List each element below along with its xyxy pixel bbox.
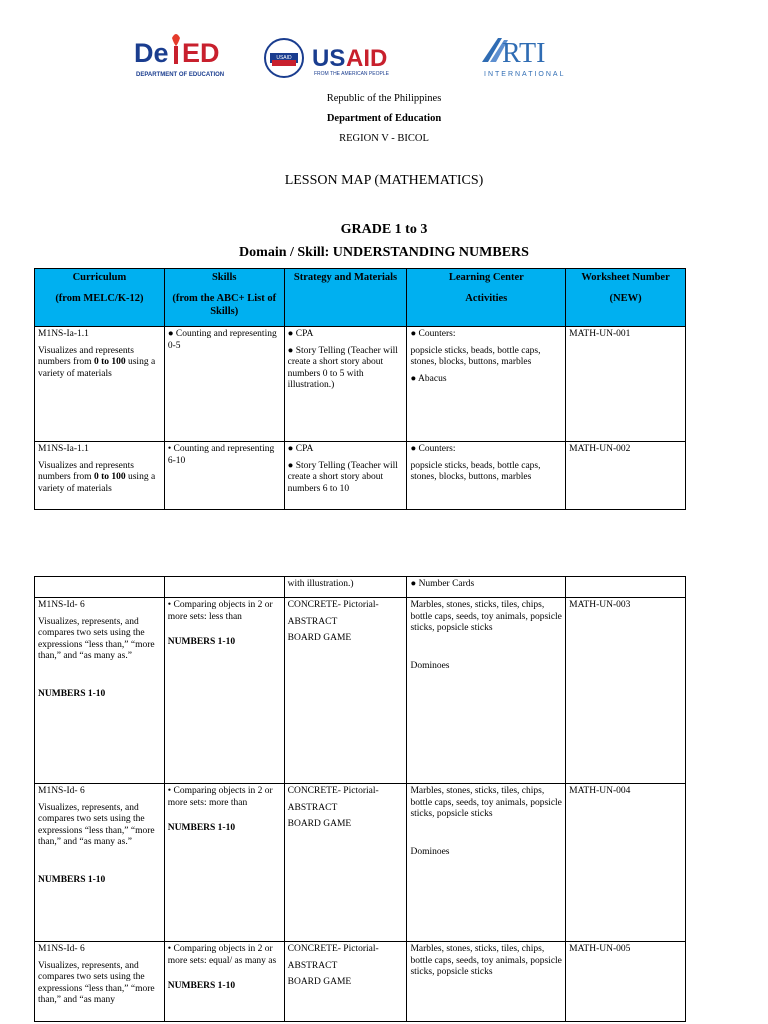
department-line: Department of Education (326, 113, 442, 124)
competency-desc: Visualizes, represents, and compares two sets using the expressions “less than,” “more than,” and “as many as.” (38, 616, 155, 661)
table-row (35, 598, 686, 784)
desc-part: Visualizes and represents numbers from (38, 460, 134, 482)
learning-text: ● Counters: (410, 444, 456, 454)
header-worksheet-sub: (NEW) (609, 293, 642, 304)
numbers-label: NUMBERS 1-10 (167, 637, 236, 647)
svg-text:ED: ED (182, 38, 220, 68)
curriculum-cell (35, 598, 165, 784)
worksheet-cell (566, 577, 686, 598)
header-skills (164, 269, 284, 327)
worksheet-cell: MATH-UN-004 (566, 784, 686, 942)
svg-text:DEPARTMENT OF EDUCATION: DEPARTMENT OF EDUCATION (136, 72, 225, 78)
skill-text: • Comparing objects in 2 or more sets: more than (167, 786, 273, 808)
skill-cell (164, 942, 284, 1022)
skill-text: • Comparing objects in 2 or more sets: less than (167, 600, 273, 622)
header-worksheet (566, 269, 686, 327)
usaid-logo (262, 38, 432, 78)
curriculum-cell (35, 784, 165, 942)
strategy-text: BOARD GAME (287, 977, 352, 987)
competency-code: M1NS-Id- 6 (38, 944, 85, 954)
learning-cell (407, 327, 566, 442)
learning-cell (407, 784, 566, 942)
deped-logo (132, 30, 236, 80)
learning-text: Marbles, stones, sticks, tiles, chips, bottle caps, seeds, toy animals, popsicle sticks, popsicle sticks (410, 600, 562, 633)
header-curriculum-sub: (from MELC/K-12) (55, 293, 144, 304)
curriculum-cell (35, 577, 165, 598)
strategy-text: ● Story Telling (Teacher will create a short story about numbers 6 to 10 (287, 460, 398, 494)
svg-text:US: US (312, 45, 346, 72)
skill-cell (164, 577, 284, 598)
strategy-text: BOARD GAME (287, 633, 352, 643)
lesson-table-page2 (34, 576, 686, 1022)
strategy-text: ABSTRACT (287, 802, 338, 813)
strategy-text: CONCRETE- Pictorial- (287, 944, 379, 954)
curriculum-cell (35, 942, 165, 1022)
learning-text: ● Counters: (410, 329, 456, 339)
worksheet-cell: MATH-UN-001 (566, 327, 686, 442)
header-worksheet-title: Worksheet Number (581, 272, 670, 283)
strategy-text: BOARD GAME (287, 819, 352, 829)
desc-part: using a variety of materials (38, 357, 156, 379)
strategy-text: ABSTRACT (287, 960, 338, 971)
strategy-text: ● CPA (287, 444, 314, 454)
header-skills-sub: (from the ABC+ List of Skills) (172, 293, 277, 317)
learning-text: Dominoes (410, 660, 450, 671)
svg-text:RTI: RTI (502, 38, 546, 69)
logo-row (0, 28, 768, 84)
learning-text: Dominoes (410, 846, 450, 857)
strategy-cell (284, 598, 407, 784)
numbers-label: NUMBERS 1-10 (167, 981, 236, 991)
header-strategy-title: Strategy and Materials (293, 272, 398, 283)
strategy-cell (284, 327, 407, 442)
skill-text: • Counting and representing 6-10 (167, 444, 275, 466)
numbers-label: NUMBERS 1-10 (167, 823, 236, 833)
desc-part: using a variety of materials (38, 472, 156, 494)
table-row (35, 942, 686, 1022)
strategy-text: ● CPA (287, 329, 314, 339)
header-learning-title: Learning Center (448, 272, 524, 283)
learning-text: Marbles, stones, sticks, tiles, chips, bottle caps, seeds, toy animals, popsicle sticks, popsicle sticks (410, 786, 562, 819)
republic-line: Republic of the Philippines (326, 93, 442, 104)
header-curriculum-title: Curriculum (72, 272, 127, 283)
skill-cell (164, 442, 284, 510)
desc-range: 0 to 100 (93, 357, 126, 367)
competency-desc: Visualizes, represents, and compares two sets using the expressions “less than,” “more than,” and “as many (38, 960, 155, 1005)
strategy-text: CONCRETE- Pictorial- (287, 786, 379, 796)
skill-cell (164, 784, 284, 942)
page-title: LESSON MAP (MATHEMATICS) (284, 173, 484, 188)
curriculum-cell (35, 442, 165, 510)
competency-desc: Visualizes, represents, and compares two sets using the expressions “less than,” “more than,” and “as many as.” (38, 802, 155, 847)
svg-text:USAID: USAID (276, 55, 292, 61)
strategy-cell (284, 784, 407, 942)
competency-code: M1NS-Ia-1.1 (38, 444, 89, 454)
svg-text:FROM THE AMERICAN PEOPLE: FROM THE AMERICAN PEOPLE (314, 71, 389, 77)
learning-cell: ● Number Cards (407, 577, 566, 598)
competency-code: M1NS-Id- 6 (38, 600, 85, 610)
desc-range: 0 to 100 (93, 472, 126, 482)
skill-cell (164, 598, 284, 784)
domain-line: Domain / Skill: UNDERSTANDING NUMBERS (239, 245, 529, 260)
header-curriculum (35, 269, 165, 327)
skill-text: • Comparing objects in 2 or more sets: equal/ as many as (167, 944, 277, 966)
competency-desc (38, 346, 161, 381)
svg-text:INTERNATIONAL: INTERNATIONAL (484, 71, 566, 78)
strategy-cell (284, 442, 407, 510)
competency-code: M1NS-Id- 6 (38, 786, 85, 796)
learning-text: popsicle sticks, beads, bottle caps, stones, blocks, buttons, marbles (410, 345, 541, 367)
strategy-cell: with illustration.) (284, 577, 407, 598)
learning-cell (407, 442, 566, 510)
desc-part: Visualizes and represents numbers from (38, 345, 134, 367)
header-strategy (284, 269, 407, 327)
grade-line: GRADE 1 to 3 (340, 222, 428, 237)
rti-logo (480, 32, 576, 80)
competency-code: M1NS-Ia-1.1 (38, 329, 89, 339)
skill-cell (164, 327, 284, 442)
table-row-continued (35, 577, 686, 598)
numbers-label: NUMBERS 1-10 (38, 688, 106, 699)
header-learning-sub: Activities (465, 293, 508, 304)
worksheet-cell: MATH-UN-005 (566, 942, 686, 1022)
learning-cell (407, 598, 566, 784)
numbers-label: NUMBERS 1-10 (38, 874, 106, 885)
header-skills-title: Skills (211, 272, 237, 283)
learning-text: Marbles, stones, sticks, tiles, chips, bottle caps, seeds, toy animals, popsicle sticks, popsicle sticks (410, 944, 562, 977)
learning-text: popsicle sticks, beads, bottle caps, stones, blocks, buttons, marbles (410, 460, 541, 482)
worksheet-cell: MATH-UN-002 (566, 442, 686, 510)
table-header-row (35, 269, 686, 327)
curriculum-cell (35, 327, 165, 442)
strategy-cell (284, 942, 407, 1022)
table-row (35, 784, 686, 942)
competency-desc (38, 461, 161, 496)
learning-cell (407, 942, 566, 1022)
strategy-text: ● Story Telling (Teacher will create a short story about numbers 0 to 5 with illustration.) (287, 345, 398, 390)
strategy-text: ABSTRACT (287, 616, 338, 627)
lesson-table-page1 (34, 268, 686, 510)
header-learning (407, 269, 566, 327)
svg-text:De: De (134, 38, 169, 68)
region-line: REGION V - BICOL (339, 133, 429, 144)
strategy-text: CONCRETE- Pictorial- (287, 600, 379, 610)
svg-text:AID: AID (346, 45, 388, 72)
table-row (35, 327, 686, 442)
table-row (35, 442, 686, 510)
learning-text: ● Abacus (410, 373, 447, 384)
worksheet-cell: MATH-UN-003 (566, 598, 686, 784)
skill-text: ● Counting and representing 0-5 (167, 329, 277, 351)
